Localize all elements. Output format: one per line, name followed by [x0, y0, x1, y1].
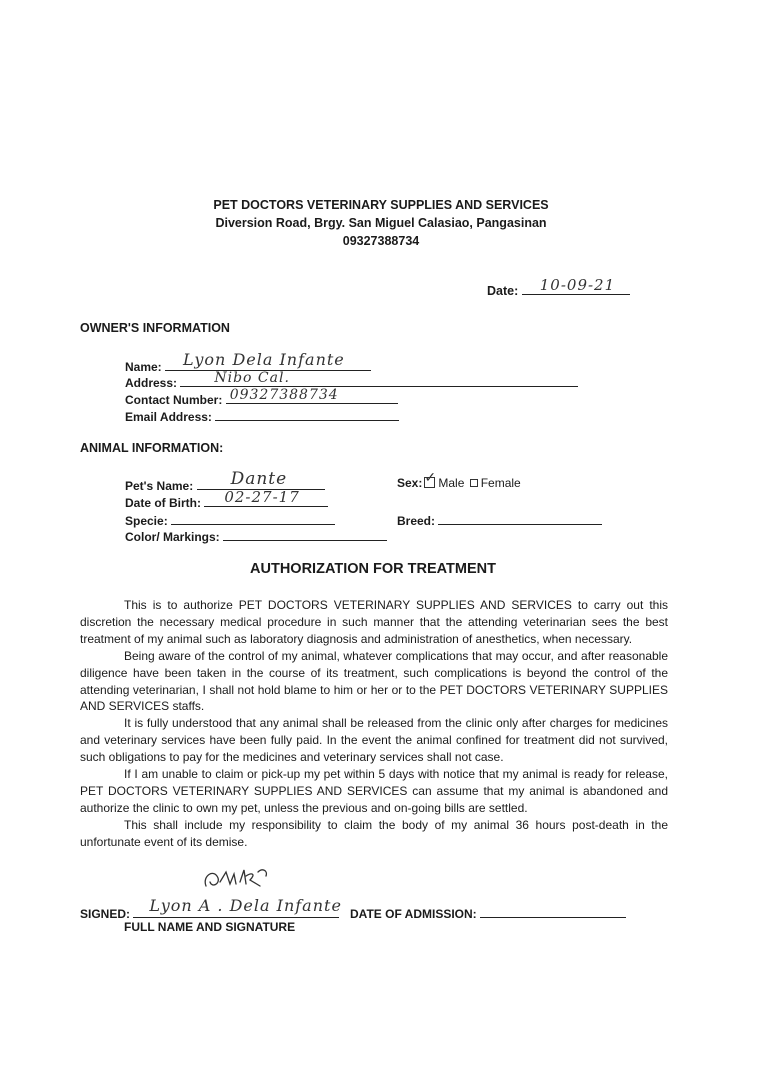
color-field [125, 526, 387, 544]
signed-label: SIGNED: [80, 907, 131, 921]
owner-email-label: Email Address: [125, 410, 212, 424]
specie-line[interactable] [171, 510, 335, 525]
clinic-name: PET DOCTORS VETERINARY SUPPLIES AND SERVICES [213, 198, 549, 212]
clinic-address: Diversion Road, Brgy. San Miguel Calasiao, Pangasinan [215, 216, 547, 230]
sex-male-label: Male [438, 476, 465, 490]
owner-address-field [125, 372, 578, 390]
checkmark-icon: ✓ [424, 470, 437, 486]
date-value: 10-09-21 [539, 276, 616, 294]
authorization-paragraph: It is fully understood that any animal shall be released from the clinic only after charges for medicines and veterinary services have been fully paid. In the event the animal confined for treatment did not survived, such obligations to pay for the medicines and veterinary services shall not case. [80, 716, 668, 765]
admission-label: DATE OF ADMISSION: [350, 907, 477, 921]
pet-name-label: Pet's Name: [125, 479, 194, 493]
owner-name-value: Lyon Dela Infante [183, 350, 345, 369]
pet-name-value: Dante [230, 469, 288, 489]
breed-field [397, 510, 602, 528]
owner-address-label: Address: [125, 376, 178, 390]
color-label: Color/ Markings: [125, 530, 220, 544]
specie-label: Specie: [125, 514, 168, 528]
signed-field [80, 896, 342, 921]
dob-field [125, 488, 328, 510]
owner-contact-label: Contact Number: [125, 393, 223, 407]
full-name-caption: FULL NAME AND SIGNATURE [124, 920, 296, 934]
signature-image [200, 862, 272, 896]
color-line[interactable] [223, 526, 387, 541]
owner-email-line[interactable] [215, 406, 399, 421]
date-field [487, 276, 630, 298]
signed-line[interactable] [133, 896, 342, 918]
clinic-phone: 09327388734 [342, 234, 420, 248]
clinic-header [0, 196, 762, 250]
owner-address-line[interactable] [180, 372, 578, 387]
owner-name-label: Name: [125, 360, 162, 374]
authorization-paragraph: This shall include my responsibility to claim the body of my animal 36 hours post-death in the unfortunate event of its demise. [80, 817, 668, 849]
sex-male-checkbox[interactable] [424, 470, 437, 488]
authorization-title: AUTHORIZATION FOR TREATMENT [250, 561, 496, 577]
dob-label: Date of Birth: [125, 496, 201, 510]
admission-date-field [350, 903, 626, 921]
owner-section-title: OWNER'S INFORMATION [80, 321, 230, 335]
authorization-body [80, 597, 668, 851]
admission-line[interactable] [480, 903, 626, 918]
owner-address-value: Nibo Cal. [214, 370, 290, 386]
owner-contact-field [125, 389, 398, 407]
animal-section-title: ANIMAL INFORMATION: [80, 441, 224, 455]
date-label: Date: [487, 284, 519, 298]
sex-label: Sex: [397, 476, 423, 490]
owner-email-field [125, 406, 399, 424]
breed-label: Breed: [397, 514, 436, 528]
authorization-paragraph: Being aware of the control of my animal, whatever complications that may occur, and after reasonable diligence have been taken in the course of its treatment, such complications is beyond the control of the attending veterinarian, I shall not hold blame to him or her or to the PET DOCTORS VETERINARY SUPPLIES AND SERVICES staffs. [80, 648, 668, 714]
sex-female-label: Female [480, 476, 521, 490]
owner-name-line[interactable] [165, 350, 371, 371]
owner-contact-value: 09327388734 [229, 387, 339, 403]
signed-value: Lyon A . Dela Infante [149, 896, 342, 915]
dob-line[interactable] [204, 488, 328, 507]
sex-field [397, 470, 521, 490]
sex-female-checkbox[interactable] [470, 479, 478, 487]
date-line[interactable] [522, 276, 630, 295]
owner-contact-line[interactable] [226, 389, 398, 404]
dob-value: 02-27-17 [224, 488, 300, 506]
authorization-paragraph: If I am unable to claim or pick-up my pet within 5 days with notice that my animal is ready for release, PET DOCTORS VETERINARY SUPPLIES AND SERVICES can assume that my animal is abandoned and authorize the clinic to own my pet, unless the previous and on-going bills are settled. [80, 767, 668, 815]
breed-line[interactable] [438, 510, 602, 525]
authorization-paragraph: This is to authorize PET DOCTORS VETERINARY SUPPLIES AND SERVICES to carry out this discretion the necessary medical procedure in such manner that the attending veterinarian sees the best treatment of my animal such as laboratory diagnosis and administration of anesthetics, when necessary. [80, 598, 668, 646]
